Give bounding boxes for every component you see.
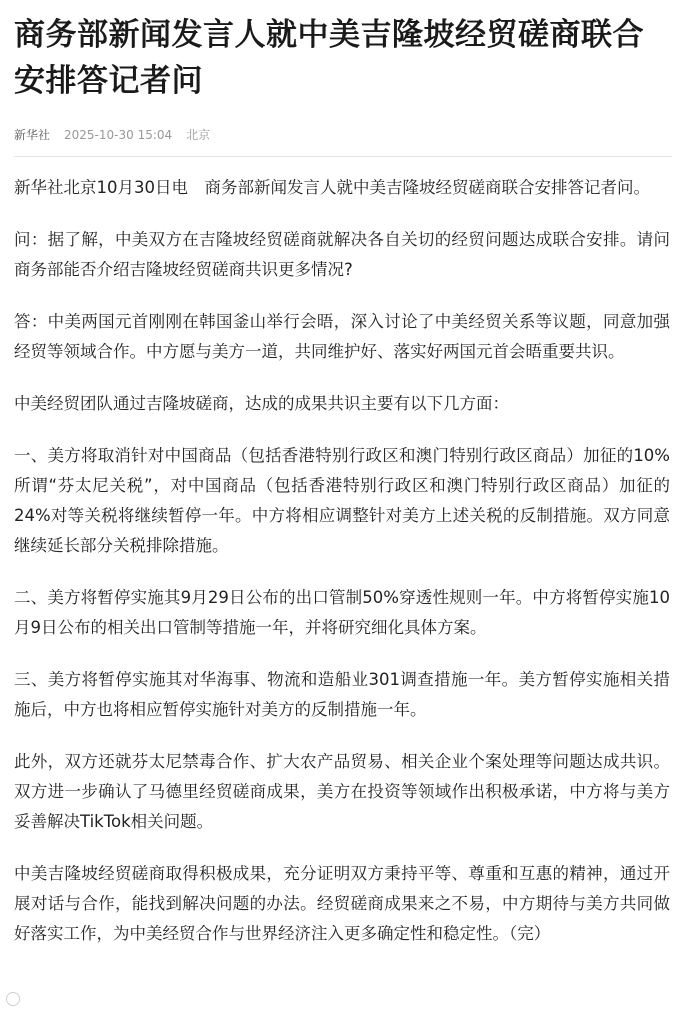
watermark-logo-icon: [6, 992, 20, 1006]
article-paragraph: 此外，双方还就芬太尼禁毒合作、扩大农产品贸易、相关企业个案处理等问题达成共识。双方进一步确认了马德里经贸磋商成果，美方在投资等领域作出积极承诺，中方将与美方妥善解决TikTok相关问题。: [14, 752, 670, 831]
article-paragraph: 一、美方将取消针对中国商品（包括香港特别行政区和澳门特别行政区商品）加征的10%所谓“芬太尼关税”，对中国商品（包括香港特别行政区和澳门特别行政区商品）加征的24%对等关税将继续暂停一年。中方将相应调整针对美方上述关税的反制措施。双方同意继续延长部分关税排除措施。: [14, 446, 670, 555]
article-title: 商务部新闻发言人就中美吉隆坡经贸磋商联合安排答记者问: [14, 17, 644, 99]
article-meta: [14, 124, 672, 146]
divider: [14, 156, 672, 157]
article-datetime: 2025-10-30 15:04: [64, 128, 173, 142]
article-paragraph: 答：中美两国元首刚刚在韩国釜山举行会晤，深入讨论了中美经贸关系等议题，同意加强经贸等领域合作。中方愿与美方一道，共同维护好、落实好两国元首会晤重要共识。: [14, 312, 670, 361]
article-body: [14, 173, 672, 949]
article-paragraph: 二、美方将暂停实施其9月29日公布的出口管制50%穿透性规则一年。中方将暂停实施10月9日公布的相关出口管制等措施一年，并将研究细化具体方案。: [14, 588, 670, 637]
article-paragraph: 新华社北京10月30日电 商务部新闻发言人就中美吉隆坡经贸磋商联合安排答记者问。: [14, 178, 650, 197]
watermark: [6, 992, 20, 1006]
article-paragraph: 三、美方将暂停实施其对华海事、物流和造船业301调查措施一年。美方暂停实施相关措施后，中方也将相应暂停实施针对美方的反制措施一年。: [14, 670, 670, 719]
article-source[interactable]: 新华社: [14, 128, 51, 142]
article-paragraph: 中美吉隆坡经贸磋商取得积极成果，充分证明双方秉持平等、尊重和互惠的精神，通过开展对话与合作，能找到解决问题的办法。经贸磋商成果来之不易，中方期待与美方共同做好落实工作，为中美经贸合作与世界经济注入更多确定性和稳定性。（完）: [14, 864, 670, 943]
article-paragraph: 中美经贸团队通过吉隆坡磋商，达成的成果共识主要有以下几方面：: [14, 394, 509, 413]
article-paragraph: 问：据了解，中美双方在吉隆坡经贸磋商就解决各自关切的经贸问题达成联合安排。请问商务部能否介绍吉隆坡经贸磋商共识更多情况?: [14, 230, 670, 279]
article-location: 北京: [186, 128, 211, 142]
